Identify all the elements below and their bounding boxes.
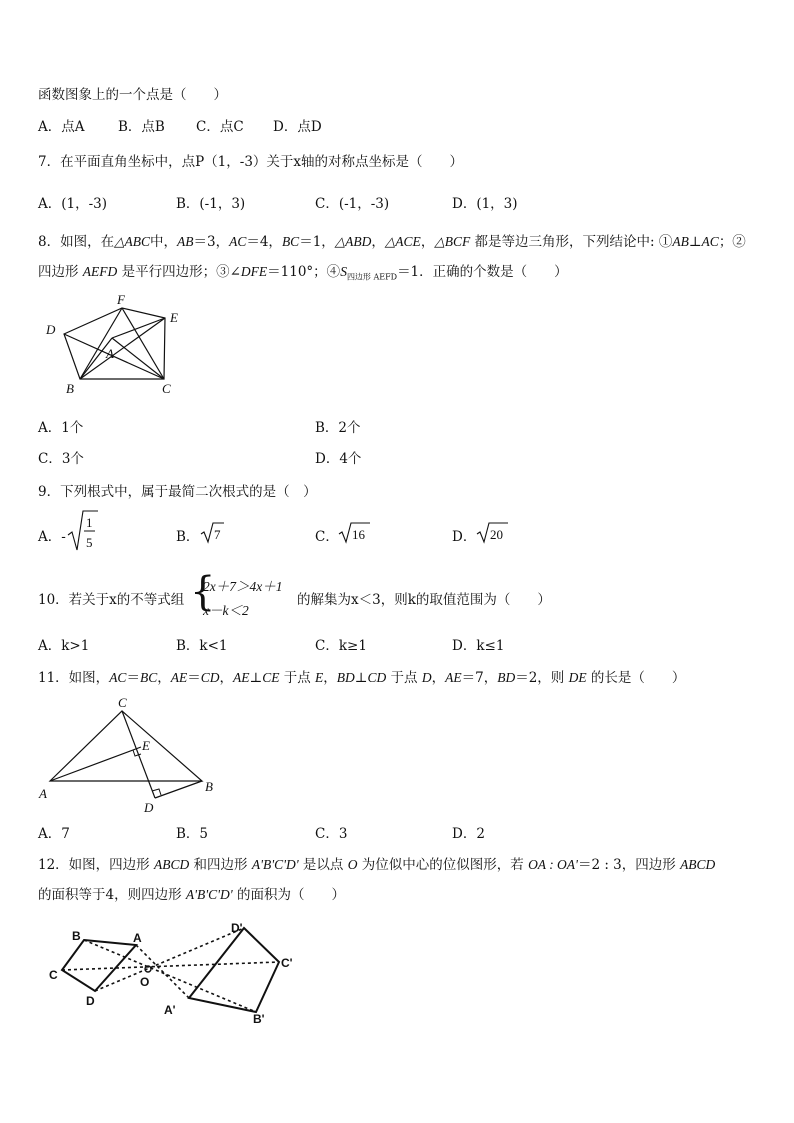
q12-stem-line-2: 的面积等于4，则四边形 A'B'C'D' 的面积为（ ） — [38, 887, 345, 903]
q7-option-c[interactable]: C．(-1，-3) — [315, 196, 390, 212]
q9-option-c-label: C． — [315, 529, 339, 545]
q10-stem-b: 的解集为x＜3，则k的取值范围为（ ） — [297, 592, 551, 608]
q8-figure — [40, 290, 200, 400]
svg-text:20: 20 — [490, 527, 503, 542]
q7-stem: 7．在平面直角坐标中，点P（1，-3）关于x轴的对称点坐标是（ ） — [38, 154, 464, 170]
q10-brace: { — [190, 569, 216, 615]
q7-option-b[interactable]: B．(-1，3) — [176, 196, 246, 212]
q9-stem: 9．下列根式中，属于最简二次根式的是（ ） — [38, 484, 317, 500]
q11-option-d[interactable]: D．2 — [452, 826, 485, 842]
q11-label-b: B — [205, 779, 213, 794]
q8-label-d: D — [46, 322, 56, 337]
q11-option-a[interactable]: A．7 — [38, 826, 70, 842]
q10-option-c[interactable]: C．k≥1 — [315, 638, 367, 654]
q6-option-d[interactable]: D．点D — [273, 119, 322, 135]
q9-option-d-radical — [477, 520, 509, 544]
q9-option-a-radical — [68, 508, 98, 554]
q11-label-d: D — [144, 800, 154, 815]
q9-frac-den: 5 — [86, 535, 93, 550]
q6-option-c[interactable]: C．点C — [196, 119, 244, 135]
q10-option-b[interactable]: B．k<1 — [176, 638, 228, 654]
q11-stem: 11．如图，AC＝BC，AE＝CD，AE⊥CE 于点 E，BD⊥CD 于点 D，AE＝7，BD＝2，则 DE 的长是（ ） — [38, 670, 686, 686]
q12-label-d-prime: D' — [231, 921, 243, 935]
q8-label-a: A — [106, 346, 114, 361]
q8-stem-line-2: 四边形 AEFD 是平行四边形；③∠DFE＝110°；$④S_{四边形 AEFD}=1$．正确的个数是（ ） — [38, 264, 568, 282]
q7-option-d[interactable]: D．(1，3) — [452, 196, 518, 212]
q12-label-a-prime: A' — [164, 1003, 176, 1017]
q9-frac-num: 1 — [86, 515, 93, 530]
q10-inequality-2: x－k＜2 — [203, 603, 249, 618]
q9-option-d[interactable] — [452, 525, 476, 545]
q9-option-b[interactable] — [176, 525, 199, 545]
q10-option-d[interactable]: D．k≤1 — [452, 638, 505, 654]
q9-option-a[interactable] — [38, 525, 66, 545]
q8-label-f: F — [117, 292, 125, 307]
q12-label-o: O — [140, 975, 150, 989]
q10-inequality-1: 2x＋7＞4x＋1 — [203, 579, 283, 594]
svg-text:16: 16 — [352, 527, 365, 542]
q9-option-b-label: B． — [176, 529, 200, 545]
q11-figure — [34, 694, 224, 819]
svg-text:7: 7 — [214, 527, 221, 542]
q11-option-c[interactable]: C．3 — [315, 826, 348, 842]
q8-option-d[interactable]: D．4个 — [315, 451, 362, 467]
q8-option-c[interactable]: C．3个 — [38, 451, 84, 467]
q6-option-b[interactable]: B．点B — [118, 119, 165, 135]
q12-figure — [44, 918, 304, 1028]
q12-label-b-prime: B' — [253, 1012, 265, 1026]
q12-stem-line-1: 12．如图，四边形 ABCD 和四边形 A'B'C'D' 是以点 O 为位似中心的位似图形，若 OA : OA'＝2 : 3，四边形 ABCD — [38, 857, 716, 873]
q11-label-c: C — [118, 695, 127, 710]
q8-stem-line-1: 8．如图，在△ABC中，AB＝3，AC＝4，BC＝1，△ABD，△ACE，△BCF 都是等边三角形，下列结论中: ①AB⊥AC；② — [38, 234, 746, 250]
q8-option-b[interactable]: B．2个 — [315, 420, 361, 436]
q9-option-b-radical — [201, 520, 225, 544]
q9-option-c[interactable] — [315, 525, 339, 545]
q9-option-c-radical — [339, 520, 371, 544]
q12-label-c: C — [49, 968, 58, 982]
q8-label-c: C — [162, 381, 171, 396]
q11-label-e: E — [142, 738, 150, 753]
q6-option-a[interactable]: A．点A — [38, 119, 85, 135]
q12-label-d: D — [86, 994, 95, 1008]
q12-label-c-prime: C' — [281, 956, 293, 970]
q8-label-b: B — [66, 381, 74, 396]
q10-option-a[interactable]: A．k>1 — [38, 638, 90, 654]
q9-option-a-label: A．- — [38, 529, 66, 545]
q10-stem-a: 10．若关于x的不等式组 — [38, 592, 185, 608]
q6-stem-tail: 函数图象上的一个点是（ ） — [38, 87, 227, 103]
q11-label-a: A — [39, 786, 47, 801]
q8-label-e: E — [170, 310, 178, 325]
q7-option-a[interactable]: A．(1，-3) — [38, 196, 108, 212]
q12-label-b: B — [72, 929, 81, 943]
q8-option-a[interactable]: A．1个 — [38, 420, 84, 436]
q12-label-a: A — [133, 931, 142, 945]
q11-option-b[interactable]: B．5 — [176, 826, 209, 842]
q9-option-d-label: D． — [452, 529, 477, 545]
